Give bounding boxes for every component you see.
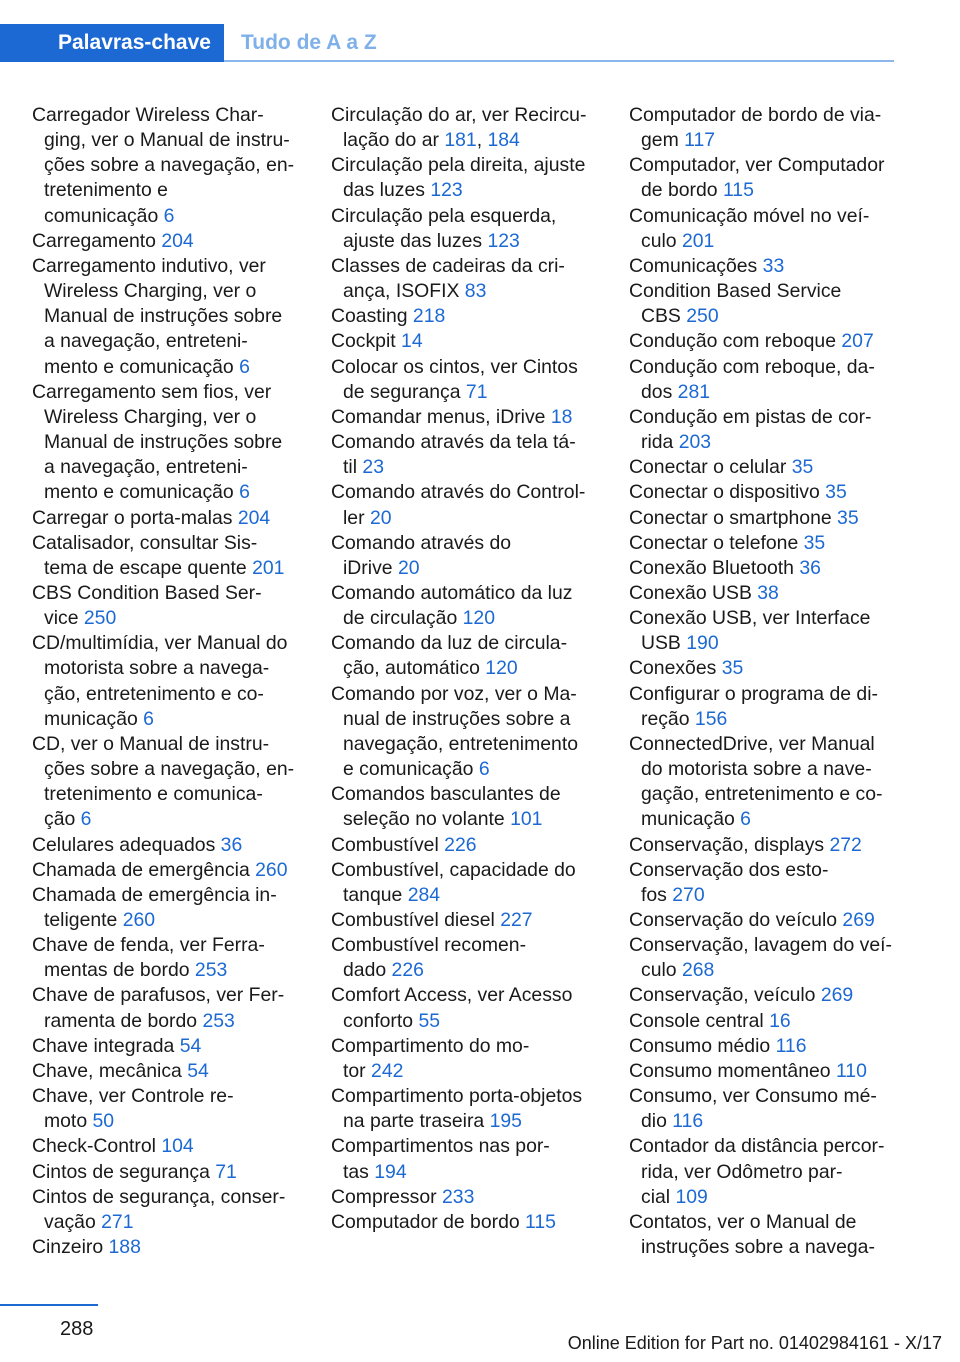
index-entry: [331, 329, 603, 354]
entry-text: Configurar o programa de di-: [629, 682, 878, 705]
page-link[interactable]: 71: [215, 1160, 237, 1183]
entry-text: Circulação do ar, ver Recircu-: [331, 104, 587, 126]
index-entry: [32, 631, 304, 732]
entry-text: instruções sobre a navega-: [641, 1236, 875, 1259]
entry-text: do motorista sobre a nave-: [641, 758, 872, 781]
page-link[interactable]: 270: [672, 883, 705, 906]
page-link[interactable]: 281: [677, 380, 711, 403]
entry-text: Chave, mecânica: [32, 1059, 188, 1082]
entry-text: Conexão USB, ver Interface: [629, 607, 871, 630]
page-link[interactable]: 6: [80, 808, 92, 831]
index-entry: [331, 682, 603, 783]
page-link[interactable]: 116: [672, 1110, 704, 1133]
page-link[interactable]: 83: [464, 280, 487, 303]
page-link[interactable]: 269: [820, 984, 854, 1007]
page-link[interactable]: 35: [791, 456, 814, 479]
entry-text: mento e comunicação: [44, 481, 240, 504]
entry-text: gação, entretenimento e co-: [641, 783, 883, 806]
tab-underline: [224, 60, 894, 62]
index-entry: [629, 983, 901, 1008]
entry-text: e comunicação: [343, 758, 479, 781]
index-entry: [331, 858, 603, 908]
page-link[interactable]: 33: [762, 254, 785, 277]
page-link[interactable]: 54: [179, 1034, 202, 1057]
entry-text: municação: [44, 707, 144, 730]
entry-text: ções sobre a navegação, en-: [44, 758, 295, 781]
entry-text: USB: [641, 632, 687, 655]
entry-text: Conexão Bluetooth: [629, 556, 800, 579]
page-link[interactable]: 14: [401, 330, 423, 353]
page-link[interactable]: 36: [220, 833, 243, 856]
index-entry: [331, 430, 603, 480]
entry-text: Cinzeiro: [32, 1236, 109, 1259]
index-entry: [629, 355, 901, 405]
entry-text: ajuste das luzes: [343, 229, 488, 252]
entry-text: Carregamento indutivo, ver: [32, 254, 266, 277]
page-number: 288: [60, 1318, 94, 1340]
page-link[interactable]: 250: [686, 305, 719, 328]
index-entry: [331, 631, 603, 681]
page-link[interactable]: 115: [525, 1210, 556, 1233]
index-entry: [629, 1034, 901, 1059]
entry-text: nual de instruções sobre a: [343, 707, 571, 730]
entry-text: Comandos basculantes de: [331, 783, 561, 806]
entry-text: Contatos, ver o Manual de: [629, 1210, 857, 1233]
index-entry: [331, 254, 603, 304]
entry-text: fos: [641, 883, 673, 906]
entry-text: dos: [641, 380, 678, 403]
tab-tudo-de-a-a-z[interactable]: Tudo de A a Z: [241, 31, 377, 54]
entry-text: CBS: [641, 305, 687, 328]
index-entry: [32, 933, 304, 983]
entry-text: Comandar menus, iDrive: [331, 405, 551, 428]
page-link[interactable]: 253: [194, 959, 228, 982]
page-link[interactable]: 271: [101, 1210, 134, 1233]
index-entry: [629, 1210, 901, 1260]
entry-text: Consumo médio: [629, 1034, 776, 1057]
page-link[interactable]: 188: [108, 1236, 141, 1259]
entry-text: Comando através do Control-: [331, 481, 586, 504]
page-link[interactable]: 204: [161, 229, 194, 252]
page-link[interactable]: 6: [478, 758, 490, 781]
entry-text: Carregador Wireless Char-: [32, 104, 264, 126]
entry-text: Comando por voz, ver o Ma-: [331, 682, 577, 705]
index-entry: [32, 380, 304, 506]
page-link[interactable]: 104: [161, 1135, 194, 1158]
page-link[interactable]: 218: [412, 305, 446, 328]
entry-text: conforto: [343, 1009, 419, 1032]
entry-text: culo: [641, 959, 682, 982]
entry-text: Comando da luz de circula-: [331, 632, 568, 655]
entry-text: Comunicações: [629, 254, 763, 277]
page-link[interactable]: 190: [686, 632, 719, 655]
index-entry: [629, 1084, 901, 1134]
index-entry: [331, 1134, 603, 1184]
index-entry: [32, 1084, 304, 1134]
entry-text: Condition Based Service: [629, 280, 842, 303]
index-entry: [331, 1084, 603, 1134]
page-link[interactable]: 226: [391, 959, 424, 982]
entry-text: Compartimento porta-objetos: [331, 1085, 583, 1108]
entry-text: ção, entretenimento e co-: [44, 682, 264, 705]
entry-text: Wireless Charging, ver o: [44, 280, 257, 303]
entry-text: ções sobre a navegação, en-: [44, 154, 295, 177]
entry-text: de circulação: [343, 607, 463, 630]
entry-text: Manual de instruções sobre: [44, 431, 283, 454]
index-entry: [629, 153, 901, 203]
entry-text: Consumo momentâneo: [629, 1059, 836, 1082]
page-link[interactable]: 226: [444, 833, 477, 856]
entry-text: reção: [641, 707, 695, 730]
page-link[interactable]: 6: [239, 355, 250, 378]
entry-text: Conexões: [629, 657, 722, 680]
entry-text: Compressor: [331, 1185, 442, 1208]
entry-text: Circulação pela direita, ajuste: [331, 154, 586, 177]
page-link[interactable]: 201: [252, 556, 285, 579]
index-entry: [629, 254, 901, 279]
entry-text: ConnectedDrive, ver Manual: [629, 732, 875, 755]
entry-text: Conexão USB: [629, 581, 758, 604]
entry-text: Computador, ver Computador: [629, 154, 885, 177]
page-link[interactable]: 6: [163, 204, 175, 227]
entry-text: a navegação, entreteni-: [44, 456, 248, 479]
entry-text: das luzes: [343, 179, 431, 202]
index-entry: [32, 1059, 304, 1084]
entry-text: Comando através da tela tá-: [331, 431, 576, 454]
page-link[interactable]: 204: [237, 506, 271, 529]
entry-text: Comunicação móvel no veí-: [629, 204, 870, 227]
entry-text: ramenta de bordo: [44, 1009, 203, 1032]
index-entry: [629, 329, 901, 354]
edition-note: Online Edition for Part no. 01402984161 - X/17: [567, 1333, 942, 1353]
entry-text: Condução com reboque: [629, 330, 842, 353]
entry-text: Conservação, displays: [629, 833, 830, 856]
entry-text: mento e comunicação: [44, 355, 240, 378]
page-link[interactable]: 35: [803, 531, 826, 554]
index-entry: [32, 732, 304, 833]
entry-text: Chamada de emergência in-: [32, 883, 277, 906]
entry-text: tanque: [343, 883, 408, 906]
index-column-1: [32, 103, 304, 1260]
page-link[interactable]: 55: [418, 1009, 441, 1032]
page-link[interactable]: 195: [489, 1110, 522, 1133]
index-entry: [629, 556, 901, 581]
index-entry: [32, 858, 304, 883]
entry-text: Carregamento: [32, 229, 162, 252]
entry-text: moto: [44, 1110, 93, 1133]
entry-text: tor: [343, 1059, 372, 1082]
entry-text: Carregamento sem fios, ver: [32, 380, 272, 403]
index-entry: [629, 1009, 901, 1034]
entry-text: seleção no volante: [343, 808, 511, 831]
entry-text: Condução em pistas de cor-: [629, 405, 872, 428]
entry-text: Compartimento do mo-: [331, 1034, 530, 1057]
index-entry: [629, 682, 901, 732]
index-entry: [32, 581, 304, 631]
index-column-3: [629, 103, 901, 1260]
index-entry: [331, 1210, 603, 1235]
page-link[interactable]: 233: [442, 1185, 475, 1208]
page-link[interactable]: 207: [841, 330, 874, 353]
entry-text: mentas de bordo: [44, 959, 195, 982]
index-entry: [331, 933, 603, 983]
page-link[interactable]: 6: [239, 481, 250, 504]
index-entry: [331, 833, 603, 858]
entry-text: Conectar o telefone: [629, 531, 804, 554]
entry-text: dado: [343, 959, 392, 982]
entry-text: dio: [641, 1110, 673, 1133]
entry-text: Manual de instruções sobre: [44, 305, 283, 328]
index-entry: [331, 204, 603, 254]
index-entry: [629, 1134, 901, 1209]
entry-text: tretenimento e comunica-: [44, 783, 263, 806]
entry-text: Chave de fenda, ver Ferra-: [32, 934, 265, 957]
entry-text: tas: [343, 1160, 375, 1183]
page-link[interactable]: 253: [202, 1009, 235, 1032]
page-link[interactable]: 38: [757, 581, 779, 604]
index-entry: [331, 581, 603, 631]
entry-text: Conservação dos esto-: [629, 858, 829, 881]
page-link[interactable]: 54: [187, 1059, 209, 1082]
index-entry: [629, 732, 901, 833]
entry-text: Conservação, lavagem do veí-: [629, 934, 892, 957]
index-entry: [629, 656, 901, 681]
page-link[interactable]: 110: [835, 1059, 867, 1082]
index-column-2: [331, 103, 603, 1235]
entry-text: Conservação, veículo: [629, 984, 821, 1007]
entry-text: Circulação pela esquerda,: [331, 204, 557, 227]
page-link[interactable]: 268: [681, 959, 715, 982]
entry-text: Chave, ver Controle re-: [32, 1085, 234, 1108]
page-link[interactable]: 20: [369, 506, 392, 529]
entry-text: na parte traseira: [343, 1110, 490, 1133]
page-link[interactable]: 203: [678, 431, 712, 454]
page-link[interactable]: 181: [444, 129, 477, 152]
page-link[interactable]: 260: [255, 858, 288, 881]
page-link[interactable]: 36: [799, 556, 821, 579]
index-entry: [629, 1059, 901, 1084]
entry-text: tretenimento e: [44, 179, 168, 202]
entry-text: de segurança: [343, 380, 466, 403]
entry-text: iDrive: [343, 556, 398, 579]
index-entry: [32, 1160, 304, 1185]
entry-text: teligente: [44, 909, 123, 931]
page-link[interactable]: 242: [371, 1059, 404, 1082]
header-bar: [0, 0, 960, 64]
page-link[interactable]: 50: [92, 1110, 115, 1133]
entry-text: Carregar o porta-malas: [32, 506, 238, 529]
index-entry: [32, 1034, 304, 1059]
entry-text: CD/multimídia, ver Manual do: [32, 632, 288, 655]
entry-text: Contador da distância percor-: [629, 1135, 885, 1158]
index-entry: [629, 405, 901, 455]
index-entry: [629, 480, 901, 505]
index-entry: [629, 858, 901, 908]
index-entry: [629, 279, 901, 329]
entry-text: Comfort Access, ver Acesso: [331, 984, 573, 1007]
index-entry: [331, 1185, 603, 1210]
entry-text: motorista sobre a navega-: [44, 657, 270, 680]
entry-text: Classes de cadeiras da cri-: [331, 254, 565, 277]
entry-text: ança, ISOFIX: [343, 280, 465, 303]
entry-text: vice: [44, 607, 84, 630]
page-link[interactable]: 194: [374, 1160, 407, 1183]
entry-text: Computador de bordo: [331, 1210, 526, 1233]
page-link[interactable]: 250: [83, 607, 117, 630]
entry-text: Catalisador, consultar Sis-: [32, 531, 258, 554]
entry-text: Combustível: [331, 833, 445, 856]
index-entry: [32, 531, 304, 581]
index-entry: [331, 908, 603, 933]
page-link[interactable]: 6: [740, 808, 751, 831]
index-entry: [331, 304, 603, 329]
page-link[interactable]: 269: [842, 909, 875, 931]
index-entry: [331, 531, 603, 581]
index-entry: [32, 1235, 304, 1260]
index-entry: [32, 1185, 304, 1235]
entry-text: Conservação do veículo: [629, 909, 843, 931]
entry-text: tema de escape quente: [44, 556, 253, 579]
entry-text: cial: [641, 1185, 676, 1208]
page-link[interactable]: 35: [825, 481, 847, 504]
index-entry: [331, 153, 603, 203]
page-link[interactable]: 123: [487, 229, 520, 252]
footer-rule: [0, 1304, 98, 1306]
page-link[interactable]: 123: [430, 179, 463, 202]
entry-text: de bordo: [641, 179, 723, 202]
index-entry: [32, 103, 304, 229]
entry-text: Cintos de segurança: [32, 1160, 216, 1183]
entry-text: CBS Condition Based Ser-: [32, 581, 262, 604]
index-entry: [331, 1034, 603, 1084]
entry-text: Celulares adequados: [32, 833, 221, 856]
index-entry: [32, 254, 304, 380]
tab-palavras-chave[interactable]: Palavras-chave: [0, 24, 224, 62]
page-link[interactable]: 101: [510, 808, 543, 831]
entry-text: Chave de parafusos, ver Fer-: [32, 984, 285, 1007]
page-link[interactable]: 20: [397, 556, 420, 579]
index-entry: Circulação do ar, ver Recircu- lação do ar 181, 184: [331, 104, 587, 152]
entry-text: Condução com reboque, da-: [629, 355, 875, 378]
entry-text: Check-Control: [32, 1135, 162, 1158]
entry-text: Comando através do: [331, 531, 512, 554]
entry-text: Combustível diesel: [331, 909, 501, 931]
entry-text: CD, ver o Manual de instru-: [32, 732, 270, 755]
page-link[interactable]: 184: [487, 129, 520, 152]
index-entry: [629, 204, 901, 254]
page-link[interactable]: 109: [675, 1185, 708, 1208]
entry-text: til: [343, 456, 363, 479]
page-link[interactable]: 116: [775, 1034, 807, 1057]
page-link[interactable]: 35: [721, 657, 744, 680]
page-link[interactable]: 201: [681, 229, 715, 252]
page-link[interactable]: 18: [550, 405, 573, 428]
index-entry: [629, 908, 901, 933]
entry-text: culo: [641, 229, 682, 252]
entry-text: Combustível recomen-: [331, 934, 527, 957]
entry-text: ção, automático: [343, 657, 486, 680]
entry-text: Cockpit: [331, 330, 402, 353]
page-link[interactable]: 6: [143, 707, 154, 730]
index-entry: [331, 355, 603, 405]
entry-text: Computador de bordo de via-: [629, 104, 882, 126]
index-entry: [629, 933, 901, 983]
page-link[interactable]: 16: [769, 1009, 791, 1032]
index-entry: [629, 455, 901, 480]
page-link[interactable]: 120: [485, 657, 518, 680]
index-entry: [32, 229, 304, 254]
entry-text: Conectar o smartphone: [629, 506, 838, 529]
index-entry: [629, 506, 901, 531]
index-entry: [629, 103, 901, 153]
entry-text: Comando automático da luz: [331, 581, 573, 604]
entry-text: comunicação: [44, 204, 164, 227]
page-link[interactable]: 156: [694, 707, 728, 730]
index-entry: [32, 983, 304, 1033]
page-link[interactable]: 260: [122, 909, 156, 931]
index-entry: [629, 833, 901, 858]
page-link[interactable]: 284: [407, 883, 441, 906]
entry-text: a navegação, entreteni-: [44, 330, 248, 353]
entry-text: gem: [641, 129, 685, 152]
page-link[interactable]: 35: [837, 506, 859, 529]
index-entry: [629, 606, 901, 656]
entry-text: Cintos de segurança, conser-: [32, 1185, 286, 1208]
entry-text: municação: [641, 808, 741, 831]
index-entry: [331, 782, 603, 832]
entry-text: vação: [44, 1210, 102, 1233]
index-entry: [629, 581, 901, 606]
page-link[interactable]: 115: [722, 179, 754, 202]
index-entry: [32, 833, 304, 858]
page-link[interactable]: 120: [462, 607, 495, 630]
index-entry: [629, 531, 901, 556]
entry-text: lação do ar: [343, 129, 445, 152]
entry-text: Consumo, ver Consumo mé-: [629, 1085, 877, 1108]
index-entry: [32, 883, 304, 933]
entry-text: Console central: [629, 1009, 770, 1032]
page-link[interactable]: 23: [362, 456, 384, 479]
entry-text: Colocar os cintos, ver Cintos: [331, 355, 578, 378]
entry-text: Conectar o dispositivo: [629, 481, 826, 504]
index-entry: [32, 506, 304, 531]
page-link[interactable]: 71: [465, 380, 488, 403]
page-link[interactable]: 227: [500, 909, 533, 931]
entry-text: Coasting: [331, 305, 413, 328]
index-entry: [331, 480, 603, 530]
index-entry: [331, 405, 603, 430]
entry-text: navegação, entretenimento: [343, 732, 579, 755]
entry-text: Combustível, capacidade do: [331, 858, 576, 881]
entry-text: ging, ver o Manual de instru-: [44, 129, 290, 152]
entry-text: ção: [44, 808, 81, 831]
entry-text: Chamada de emergência: [32, 858, 256, 881]
entry-text: ler: [343, 506, 370, 529]
entry-text: Wireless Charging, ver o: [44, 405, 257, 428]
entry-text: rida: [641, 431, 679, 454]
entry-text: rida, ver Odômetro par-: [641, 1160, 843, 1183]
page-link[interactable]: 272: [829, 833, 862, 856]
entry-text: Chave integrada: [32, 1034, 180, 1057]
index-entry: [32, 1134, 304, 1159]
page-link[interactable]: 117: [684, 129, 716, 152]
entry-text: Compartimentos nas por-: [331, 1135, 550, 1158]
index-entry: [331, 983, 603, 1033]
entry-text: Conectar o celular: [629, 456, 792, 479]
